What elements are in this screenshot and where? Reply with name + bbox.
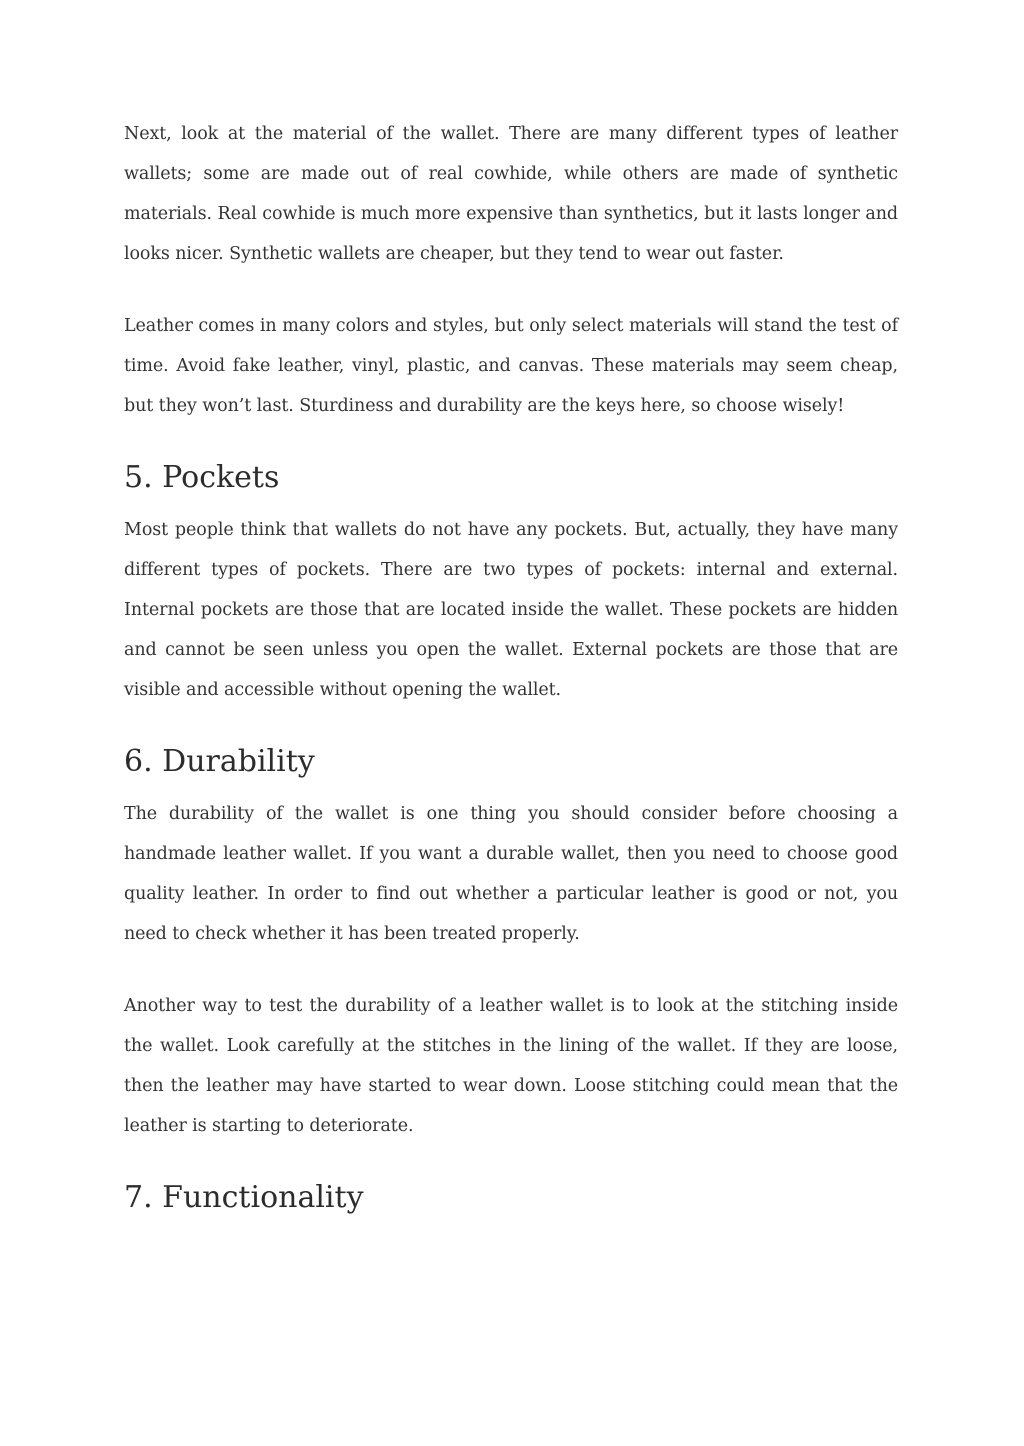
document-page	[124, 114, 898, 1218]
heading-pockets: 5. Pockets	[124, 460, 280, 495]
heading-functionality: 7. Functionality	[124, 1180, 364, 1215]
paragraph-durability-1: The durability of the wallet is one thing you should consider before choosing a handmade leather wallet. If you want a durable wallet, then you need to choose good quality leather. In order to find out whether a particular leather is good or not, you need to check whether it has been treated properly.	[124, 804, 898, 944]
heading-durability: 6. Durability	[124, 744, 315, 779]
paragraph-material-2: Leather comes in many colors and styles, but only select materials will stand the test of time. Avoid fake leather, vinyl, plastic, and canvas. These materials may seem cheap, but they won’t last. Sturdiness and durability are the keys here, so choose wisely!	[124, 316, 898, 416]
paragraph-material-1: Next, look at the material of the wallet. There are many different types of leather wallets; some are made out of real cowhide, while others are made of synthetic materials. Real cowhide is much more expensive than synthetics, but it lasts longer and looks nicer. Synthetic wallets are cheaper, but they tend to wear out faster.	[124, 124, 898, 264]
paragraph-pockets-1: Most people think that wallets do not have any pockets. But, actually, they have many different types of pockets. There are two types of pockets: internal and external. Internal pockets are those that are located inside the wallet. These pockets are hidden and cannot be seen unless you open the wallet. External pockets are those that are visible and accessible without opening the wallet.	[124, 520, 898, 700]
paragraph-durability-2: Another way to test the durability of a leather wallet is to look at the stitching inside the wallet. Look carefully at the stitches in the lining of the wallet. If they are loose, then the leather may have started to wear down. Loose stitching could mean that the leather is starting to deteriorate.	[124, 996, 898, 1136]
